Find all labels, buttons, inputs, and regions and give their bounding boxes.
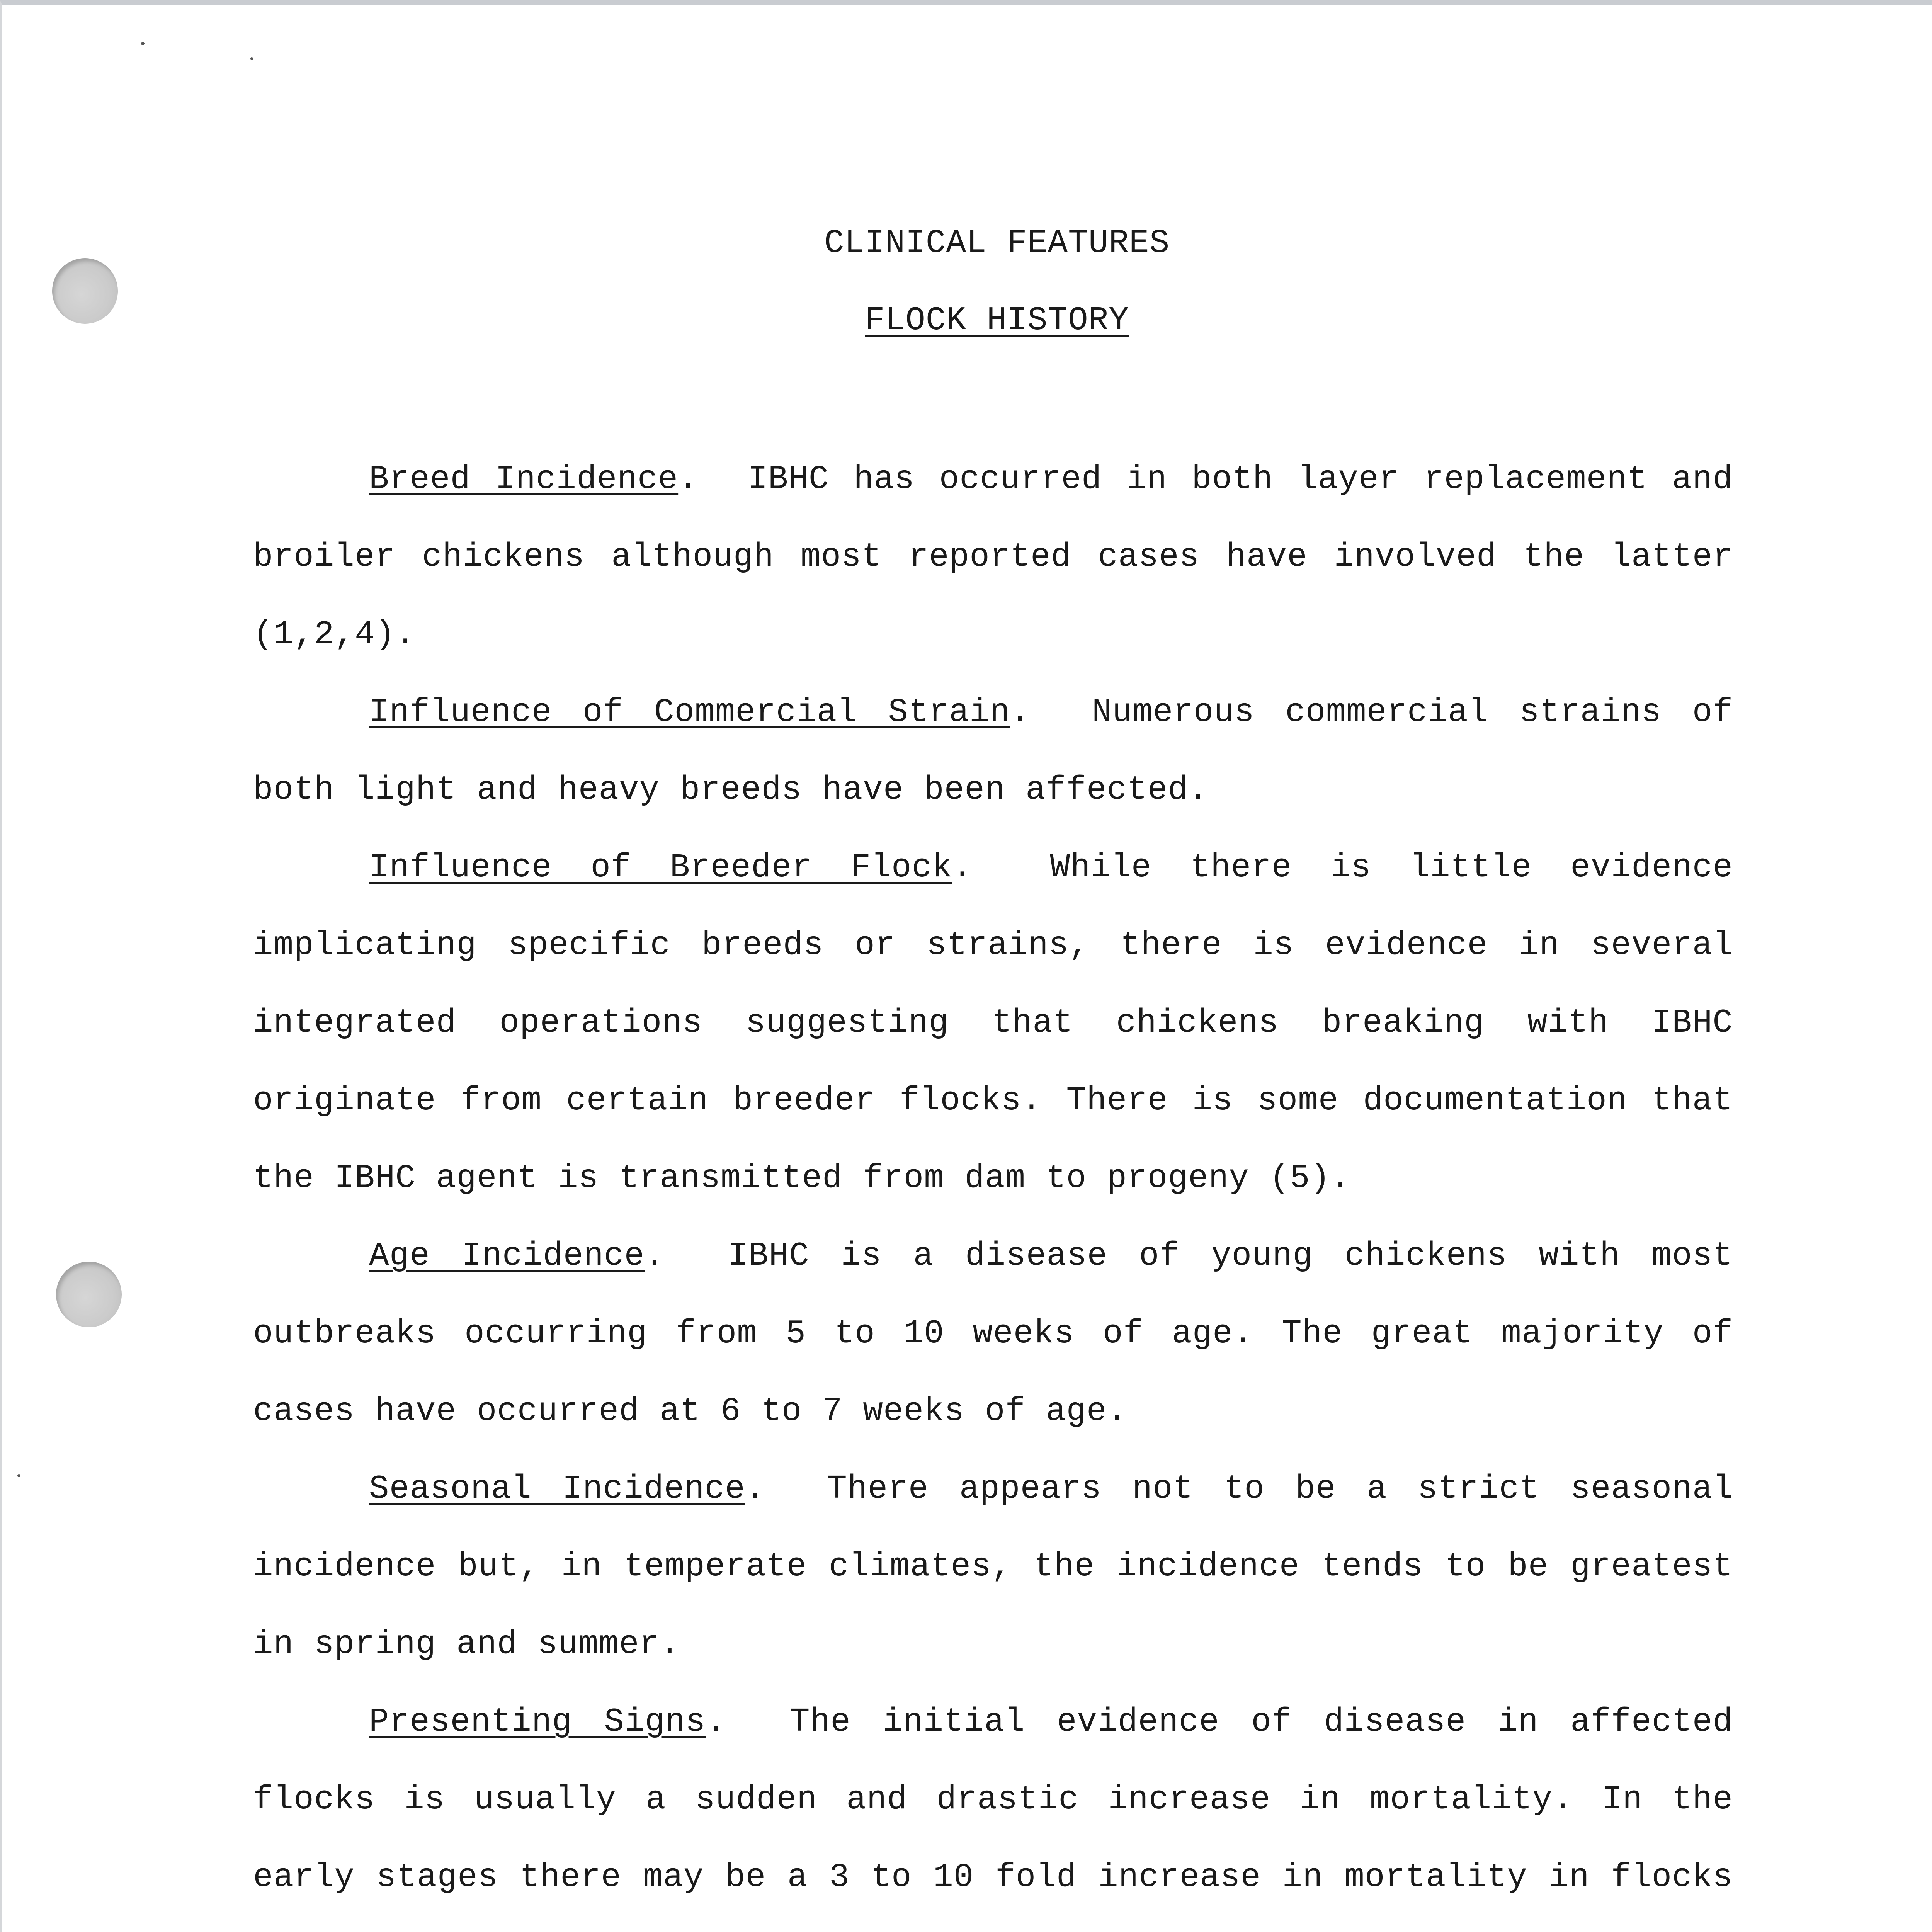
paragraph-text: The initial evidence of disease in affected flocks is usually a sudden and drastic increase in mortality. In the early stages there may be a 3 to 10 fold increase in mortality in flocks: [253, 1703, 1733, 1896]
punch-hole-middle: [56, 1262, 122, 1327]
paragraph-heading: Influence of Breeder Flock: [369, 849, 952, 886]
paragraph-age-incidence: Age Incidence. IBHC is a disease of young chickens with most outbreaks occurring from 5 to 10 weeks of age. The great majority of cases have occurred at 6 to 7 weeks of age.: [253, 1237, 1733, 1430]
paragraph-breed-incidence: Breed Incidence. IBHC has occurred in both layer replacement and broiler chickens although most reported cases have involved the latter (1,2,4).: [253, 460, 1733, 653]
document-title: CLINICAL FEATURES: [824, 224, 1170, 262]
scan-speck: [250, 57, 253, 60]
paragraph-text: Numerous commercial strains of both light and heavy breeds have been affected.: [253, 693, 1733, 809]
paragraph-heading: Age Incidence: [369, 1237, 645, 1275]
paragraph-heading: Breed Incidence: [369, 460, 679, 498]
paragraph-text: IBHC has occurred in both layer replacement and broiler chickens although most reported cases have involved the latter (1,2,4).: [253, 460, 1733, 653]
paragraph-seasonal-incidence: Seasonal Incidence. There appears not to be a strict seasonal incidence but, in temperate climates, the incidence tends to be greatest in spring and summer.: [253, 1470, 1733, 1663]
paragraph-text: There appears not to be a strict seasonal incidence but, in temperate climates, the incidence tends to be greatest in spring and summer.: [253, 1470, 1733, 1663]
scan-speck: [141, 42, 145, 45]
paragraph-text: IBHC is a disease of young chickens with most outbreaks occurring from 5 to 10 weeks of age. The great majority of cases have occurred at 6 to 7 weeks of age.: [253, 1237, 1733, 1430]
paragraph-text: While there is little evidence implicating specific breeds or strains, there is evidence in several integrated operations suggesting that chickens breaking with IBHC originate from certain breeder flocks. There is some documentation that the IBHC agent is transmitted from dam to progeny (5).: [253, 849, 1733, 1197]
paragraph-presenting-signs: Presenting Signs. The initial evidence of disease in affected flocks is usually a sudden and drastic increase in mortality. In the early stages there may be a 3 to 10 fold increase in mortality in flocks: [253, 1683, 1733, 1932]
paragraph-breeder-flock: Influence of Breeder Flock. While there is little evidence implicating specific breeds or strains, there is evidence in several integrated operations suggesting that chickens breaking with IBHC originate from certain breeder flocks. There is some documentation that the IBHC agent is transmitted from dam to progeny (5).: [253, 849, 1733, 1197]
section-subtitle: FLOCK HISTORY: [865, 301, 1129, 339]
paragraph-heading: Influence of Commercial Strain: [369, 693, 1010, 731]
paragraph-heading: Presenting Signs: [369, 1703, 706, 1741]
paragraph-heading: Seasonal Incidence: [369, 1470, 745, 1508]
paragraph-commercial-strain: Influence of Commercial Strain. Numerous commercial strains of both light and heavy breeds have been affected.: [253, 693, 1733, 809]
scan-speck: [17, 1474, 20, 1477]
body-text: [253, 440, 1733, 1932]
